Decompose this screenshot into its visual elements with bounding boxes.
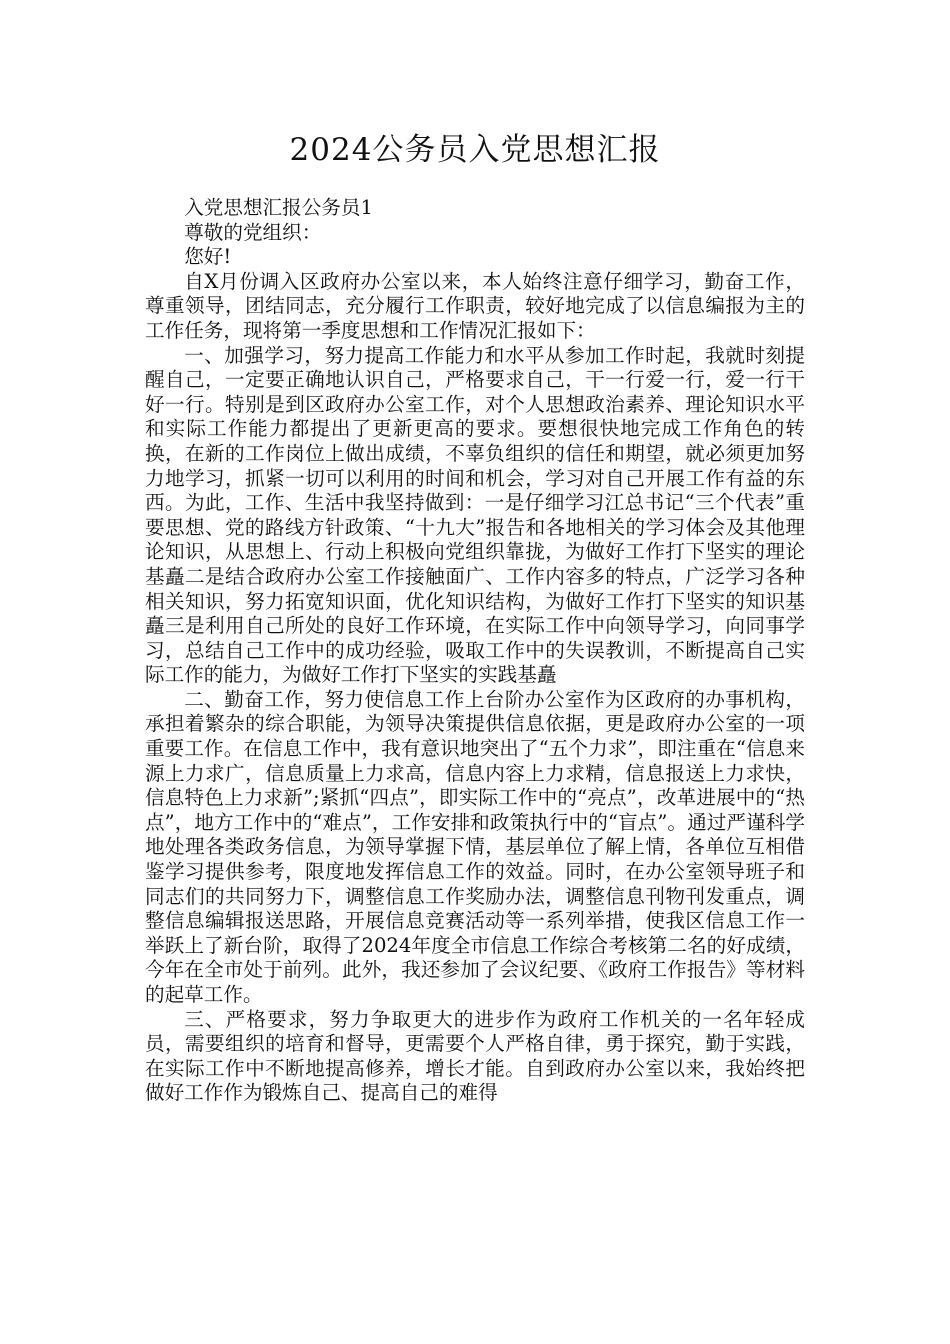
document-title: 2024公务员入党思想汇报 xyxy=(289,132,661,168)
salutation-line-1: 入党思想汇报公务员1 xyxy=(184,196,373,219)
body-paragraph: 三、严格要求，努力争取更大的进步作为政府工作机关的一名年轻成员，需要组织的培育和督导，更需要个人严格自律，勇于探究，勤于实践，在实际工作中不断地提高修养，增长才能。自到政府办公室以来，我始终把做好工作作为锻炼自己、提高自己的难得 xyxy=(145,1007,805,1105)
document-page xyxy=(145,128,805,1106)
body-paragraph: 一、加强学习，努力提高工作能力和水平从参加工作时起，我就时刻提醒自己，一定要正确地认识自己，严格要求自己，干一行爱一行，爱一行干好一行。特别是到区政府办公室工作，对个人思想政治素养、理论知识水平和实际工作能力都提出了更新更高的要求。要想很快地完成工作角色的转换，在新的工作岗位上做出成绩，不辜负组织的信任和期望，就必须更加努力地学习，抓紧一切可以利用的时间和机会，学习对自己开展工作有益的东西。为此，工作、生活中我坚持做到：一是仔细学习江总书记“三个代表”重要思想、党的路线方针政策、“十九大”报告和各地相关的学习体会及其他理论知识，从思想上、行动上积极向党组织靠拢，为做好工作打下坚实的理论基矗二是结合政府办公室工作接触面广、工作内容多的特点，广泛学习各种相关知识，努力拓宽知识面，优化知识结构，为做好工作打下坚实的知识基矗三是利用自己所处的良好工作环境，在实际工作中向领导学习，向同事学习，总结自己工作中的成功经验，吸取工作中的失误教训，不断提高自己实际工作的能力，为做好工作打下坚实的实践基矗 xyxy=(145,343,805,687)
body-paragraph: 自X月份调入区政府办公室以来，本人始终注意仔细学习，勤奋工作，尊重领导，团结同志，充分履行工作职责，较好地完成了以信息编报为主的工作任务，现将第一季度思想和工作情况汇报如下： xyxy=(145,269,805,342)
body-paragraph: 二、勤奋工作，努力使信息工作上台阶办公室作为区政府的办事机构，承担着繁杂的综合职能，为领导决策提供信息依据，更是政府办公室的一项重要工作。在信息工作中，我有意识地突出了“五个力求”，即注重在“信息来源上力求广，信息质量上力求高，信息内容上力求精，信息报送上力求快，信息特色上力求新”;紧抓“四点”，即实际工作中的“亮点”，改革进展中的“热点”，地方工作中的“难点”，工作安排和政策执行中的“盲点”。通过严谨科学地处理各类政务信息，为领导掌握下情，基层单位了解上情，各单位互相借鉴学习提供参考，限度地发挥信息工作的效益。同时，在办公室领导班子和同志们的共同努力下，调整信息工作奖励办法，调整信息刊物刊发重点，调整信息编辑报送思路，开展信息竞赛活动等一系列举措，使我区信息工作一举跃上了新台阶，取得了2024年度全市信息工作综合考核第二名的好成绩，今年在全市处于前列。此外，我还参加了会议纪要、《政府工作报告》等材料的起草工作。 xyxy=(145,687,805,1006)
greeting: 您好! xyxy=(184,245,232,269)
salutation-line-2: 尊敬的党组织： xyxy=(184,220,322,244)
